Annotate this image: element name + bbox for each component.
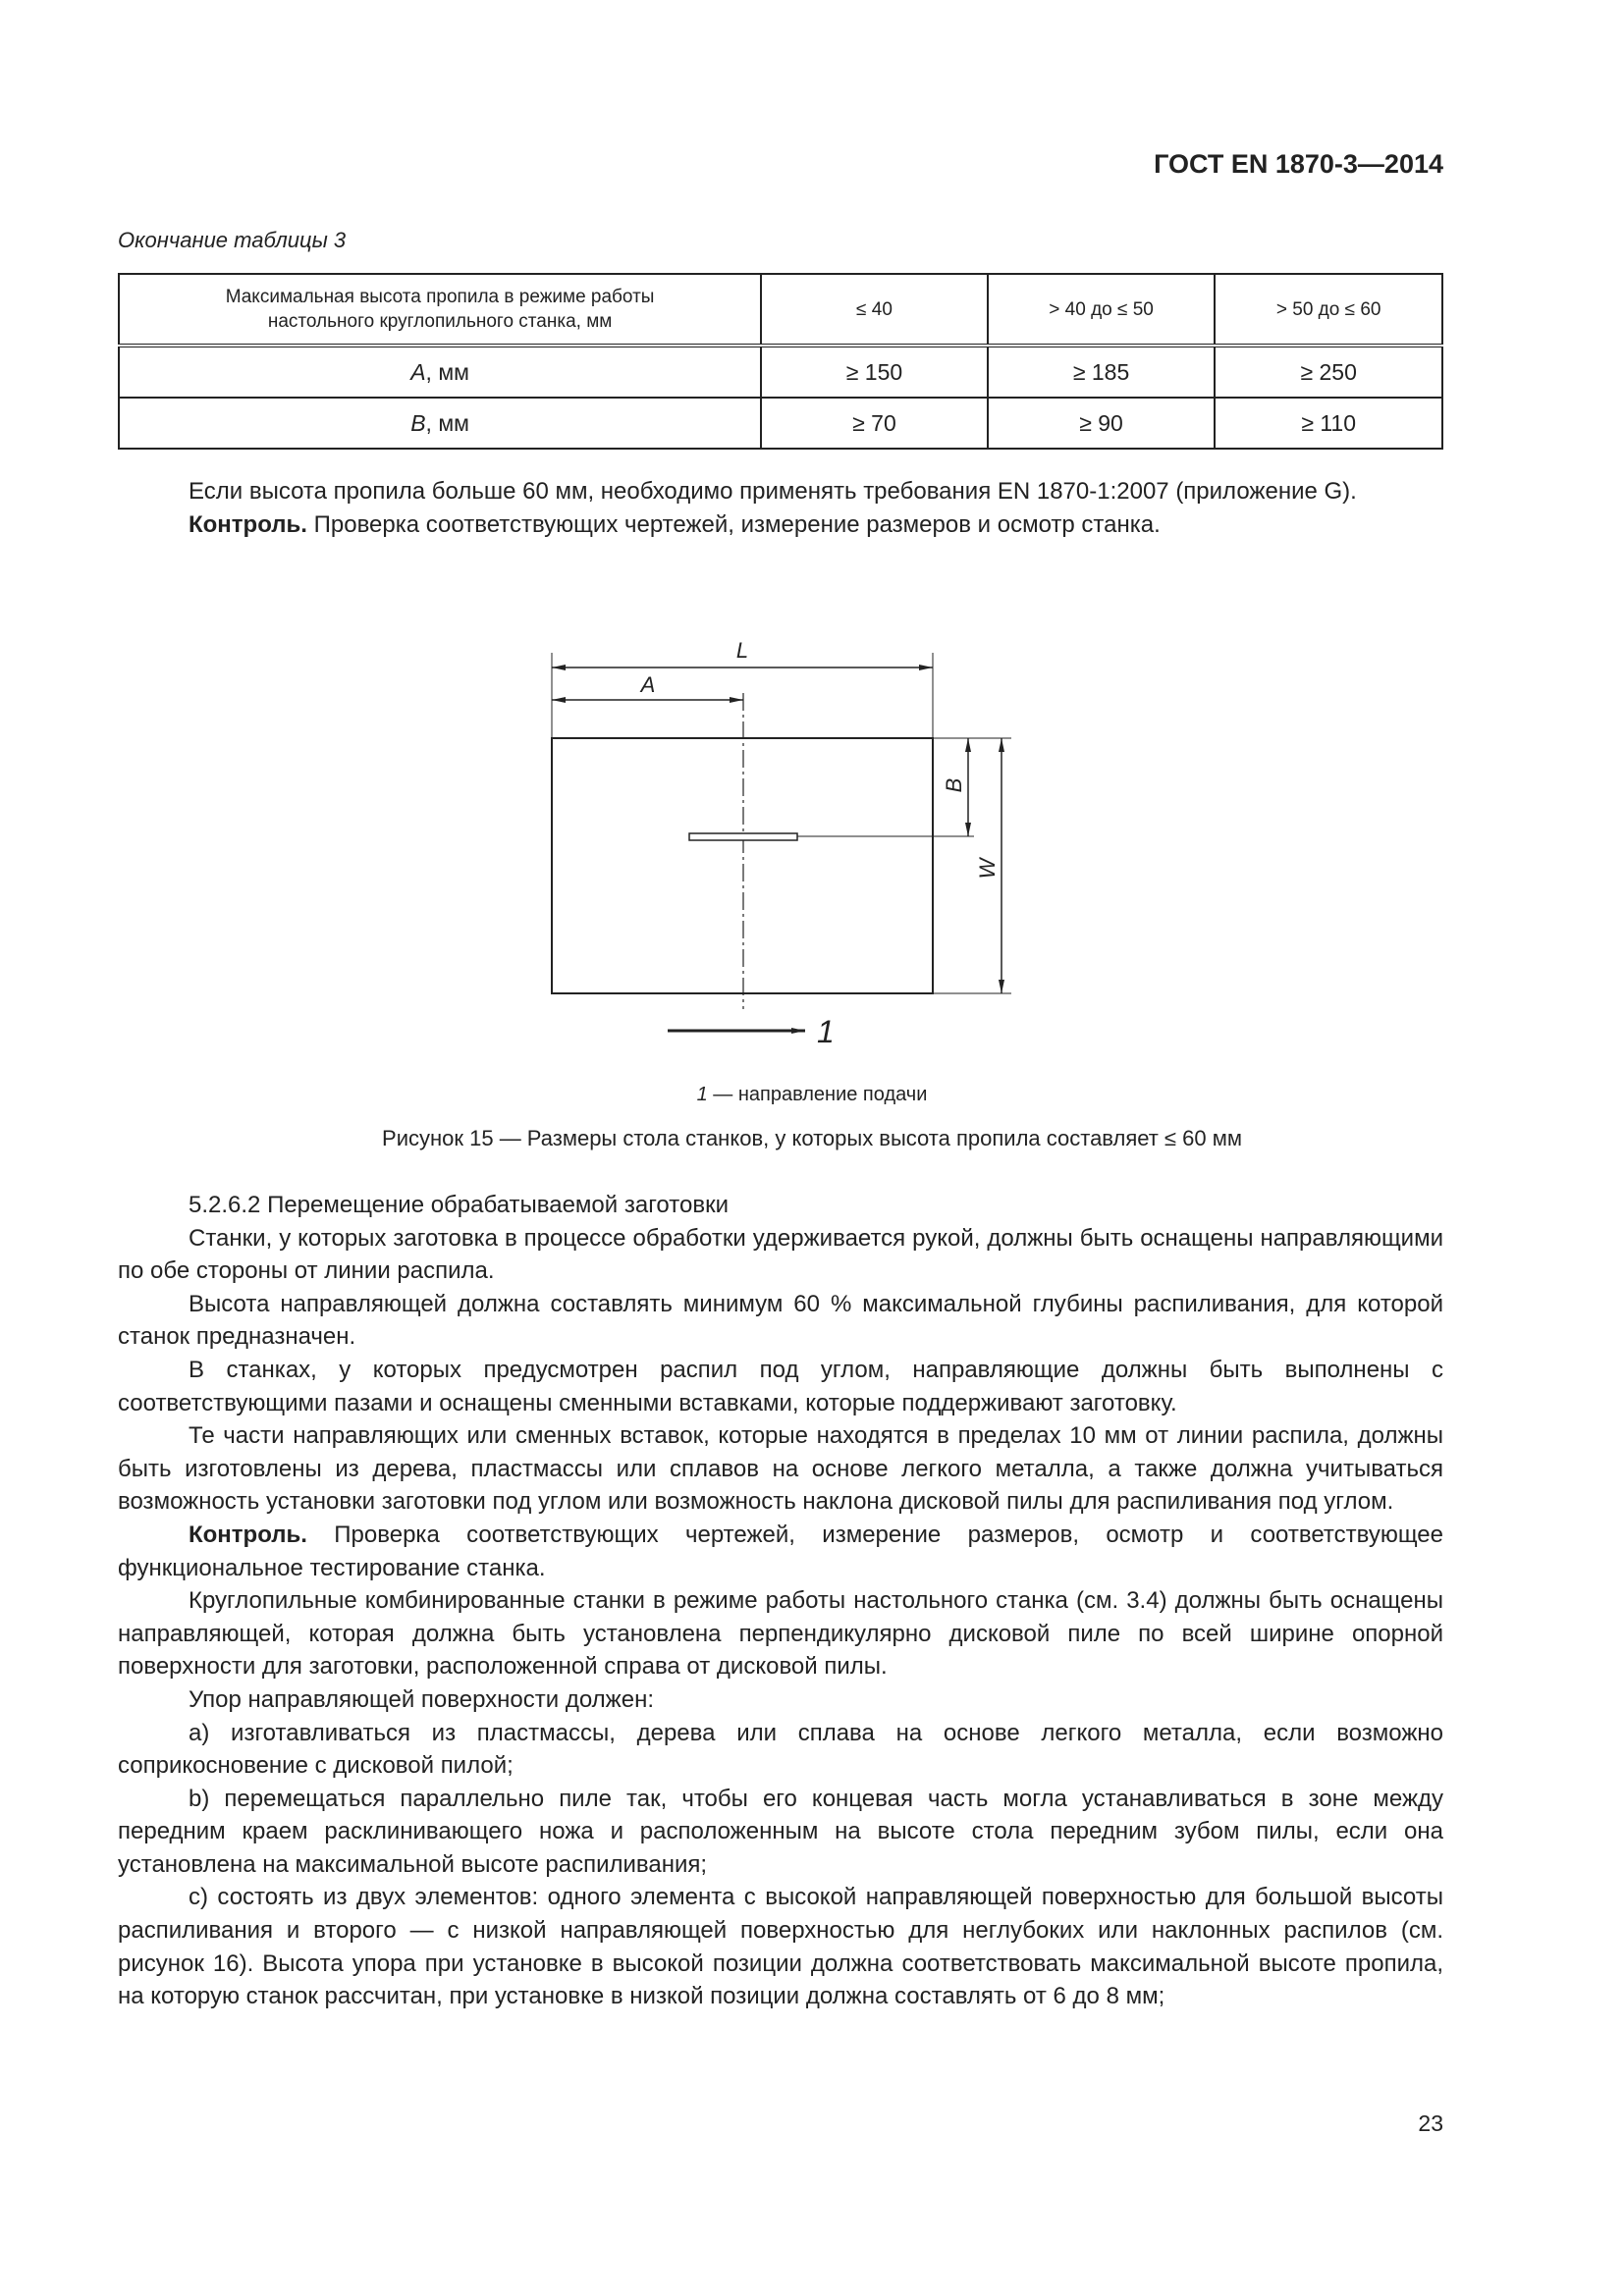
paragraph: Упор направляющей поверхности должен: <box>189 1685 654 1713</box>
control-paragraph: Контроль. Проверка соответствующих чертежей, измерение размеров и осмотр станка. <box>189 510 1161 538</box>
table-caption: Окончание таблицы 3 <box>118 228 347 252</box>
table-cell: ≥ 150 <box>761 346 988 398</box>
section-5-2-6-2 <box>118 1189 1443 2013</box>
label-L: L <box>735 638 749 663</box>
document-id: ГОСТ EN 1870-3—2014 <box>1154 149 1443 179</box>
control-paragraph: Контроль. Проверка соответствующих чертежей, измерение размеров, осмотр и соответствующее функциональное тестирование станка. <box>118 1521 1443 1581</box>
row-label: B, мм <box>119 398 761 449</box>
header-cell: ≤ 40 <box>761 274 988 346</box>
table-cell: ≥ 110 <box>1215 398 1442 449</box>
paragraph: Круглопильные комбинированные станки в режиме работы настольного станка (см. 3.4) должны быть оснащены направляющей, которая должна быть установлена перпендикулярно дисковой пиле по всей ширине опорной поверхности для заготовки, расположенной справа от дисковой пилы. <box>118 1587 1443 1681</box>
table-cell: ≥ 70 <box>761 398 988 449</box>
paragraph: Высота направляющей должна составлять минимум 60 % максимальной глубины распиливания, для которой станок предназначен. <box>118 1290 1443 1351</box>
label-1: 1 <box>817 1014 835 1049</box>
table-outline <box>552 738 933 993</box>
paragraph: Если высота пропила больше 60 мм, необходимо применять требования EN 1870-1:2007 (приложение G). <box>189 478 1357 505</box>
list-item: b) перемещаться параллельно пиле так, чтобы его концевая часть могла устанавливаться в зоне между передним краем расклинивающего ножа и расположенным на высоте стола передним зубом пилы, если она установлена на максимальной высоте распиливания; <box>118 1785 1443 1878</box>
row-label: A, мм <box>119 346 761 398</box>
paragraph: В станках, у которых предусмотрен распил под углом, направляющие должны быть выполнены с соответствующими пазами и оснащены сменными вставками, которые поддерживают заготовку. <box>118 1356 1443 1416</box>
paragraph: Те части направляющих или сменных вставок, которые находятся в пределах 10 мм от линии распила, должны быть изготовлены из дерева, пластмассы или сплавов на основе легкого металла, а также должна учитываться возможность установки заготовки под углом или возможность наклона дисковой пилы для распиливания под углом. <box>118 1422 1443 1516</box>
header-cell: > 50 до ≤ 60 <box>1215 274 1442 346</box>
table-cell: ≥ 185 <box>988 346 1216 398</box>
table-cell: ≥ 250 <box>1215 346 1442 398</box>
paragraph: Станки, у которых заготовка в процессе обработки удерживается рукой, должны быть оснащены направляющими по обе стороны от линии распила. <box>118 1224 1443 1285</box>
header-cell: > 40 до ≤ 50 <box>988 274 1216 346</box>
figure-caption: Рисунок 15 — Размеры стола станков, у которых высота пропила составляет ≤ 60 мм <box>382 1126 1242 1150</box>
table-cell: ≥ 90 <box>988 398 1216 449</box>
label-W: W <box>975 858 1000 880</box>
list-item: a) изготавливаться из пластмассы, дерева или сплава на основе легкого металла, если возможно соприкосновение с дисковой пилой; <box>118 1719 1443 1780</box>
header-cell: Максимальная высота пропила в режиме работы настольного круглопильного станка, мм <box>119 274 761 346</box>
saw-blade <box>689 833 797 840</box>
figure-15-diagram <box>0 0 1624 1080</box>
list-item: c) состоять из двух элементов: одного элемента с высокой направляющей поверхностью для большой высоты распиливания и второго — с низкой направляющей поверхностью для неглубоких или наклонных распилов (см. рисунок 16). Высота упора при установке в высокой позиции должна соответствовать максимальной высоте пропила, на которую станок рассчитан, при установке в низкой позиции должна составлять от 6 до 8 мм; <box>118 1884 1443 2010</box>
page-number: 23 <box>1418 2110 1443 2136</box>
figure-legend: 1 — направление подачи <box>696 1084 928 1105</box>
label-A: A <box>640 672 656 697</box>
label-B: B <box>942 777 966 793</box>
section-heading: 5.2.6.2 Перемещение обрабатываемой заготовки <box>189 1192 729 1218</box>
